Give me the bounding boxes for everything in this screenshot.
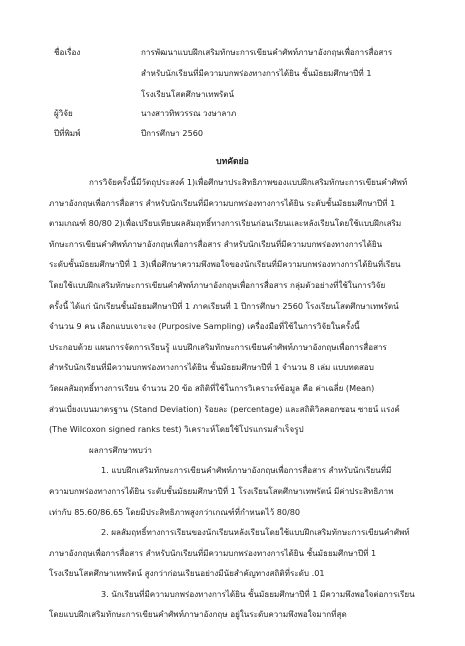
abstract-line: ประกอบด้วย แผนการจัดการเรียนรู้ แบบฝึกเสริมทักษะการเขียนคำศัพท์ภาษาอังกฤษเพื่อการสื่อสาร bbox=[49, 341, 387, 352]
subject-line: โรงเรียนโสตศึกษาเทพรัตน์ bbox=[141, 89, 235, 99]
abstract-line: ส่วนเบี่ยงเบนมาตรฐาน (Stand Deviation) ร้อยละ (percentage) และสถิติวิลคอกซอน ซายน์ แรงค์ bbox=[49, 403, 400, 414]
researcher-value: นางสาวทิพวรรณ วงษาลาภ bbox=[141, 108, 237, 118]
abstract-line: จำนวน 9 คน เลือกแบบเจาะจง (Purposive Sampling) เครื่องมือที่ใช้ในการวิจัยในครั้งนี้ bbox=[49, 321, 360, 332]
abstract-line: สำหรับนักเรียนที่มีความบกพร่องทางการได้ยิน ชั้นมัธยมศึกษาปีที่ 1 จำนวน 8 เล่ม แบบทดสอบ bbox=[49, 362, 374, 373]
abstract-line: ระดับชั้นมัธยมศึกษาปีที่ 1 3)เพื่อศึกษาความพึงพอใจของนักเรียนที่มีความบกพร่องทางการได้ยินที่เรียน bbox=[49, 259, 401, 270]
abstract-line: ภาษาอังกฤษเพื่อการสื่อสาร สำหรับนักเรียนที่มีความบกพร่องทางการได้ยิน ชั้นมัธยมศึกษาปีที่ 1 bbox=[49, 547, 377, 558]
abstract-line: (The Wilcoxon signed ranks test) วิเคราะห์โดยใช้โปรแกรมสำเร็จรูป bbox=[49, 424, 304, 435]
abstract-line: เท่ากับ 85.60/86.65 โดยมีประสิทธิภาพสูงกว่าเกณฑ์ที่กำหนดไว้ 80/80 bbox=[49, 506, 301, 517]
abstract-line: ครั้งนี้ ได้แก่ นักเรียนชั้นมัธยมศึกษาปีที่ 1 ภาคเรียนที่ 1 ปีการศึกษา 2560 โรงเรียนโสตศึกษาเทพรัตน์ bbox=[49, 300, 399, 311]
subject-value bbox=[141, 46, 441, 109]
subject-line: สำหรับนักเรียนที่มีความบกพร่องทางการได้ยิน ชั้นมัธยมศึกษาปีที่ 1 bbox=[141, 68, 372, 78]
abstract-line: โดยใช้แบบฝึกเสริมทักษะการเขียนคำศัพท์ภาษาอังกฤษเพื่อการสื่อสาร กลุ่มตัวอย่างที่ใช้ในการวิจัย bbox=[49, 279, 386, 290]
abstract-line: 3. นักเรียนที่มีความบกพร่องทางการได้ยิน ชั้นมัธยมศึกษาปีที่ 1 มีความพึงพอใจต่อการเรียน bbox=[101, 588, 415, 599]
abstract-line: 1. แบบฝึกเสริมทักษะการเขียนคำศัพท์ภาษาอังกฤษเพื่อการสื่อสาร สำหรับนักเรียนที่มี bbox=[101, 465, 392, 476]
abstract-line: 2. ผลสัมฤทธิ์ทางการเรียนของนักเรียนหลังเรียนโดยใช้แบบฝึกเสริมทักษะการเขียนคำศัพท์ bbox=[101, 527, 410, 538]
abstract-line: ความบกพร่องทางการได้ยิน ระดับชั้นมัธยมศึกษาปีที่ 1 โรงเรียนโสตศึกษาเทพรัตน์ มีค่าประสิทธิภาพ bbox=[49, 485, 394, 496]
abstract-line: ภาษาอังกฤษเพื่อการสื่อสาร สำหรับนักเรียนที่มีความบกพร่องทางการได้ยิน ระดับชั้นมัธยมศึกษาปีที่ 1 bbox=[49, 197, 396, 208]
abstract-line: วัดผลสัมฤทธิ์ทางการเรียน จำนวน 20 ข้อ สถิติที่ใช้ในการวิเคราะห์ข้อมูล คือ ค่าเฉลี่ย (Mean) bbox=[49, 382, 375, 393]
abstract-line: การวิจัยครั้งนี้มีวัตถุประสงค์ 1)เพื่อศึกษาประสิทธิภาพของแบบฝึกเสริมทักษะการเขียนคำศัพท์ bbox=[89, 177, 408, 187]
abstract-line: โดยแบบฝึกเสริมทักษะการเขียนคำศัพท์ภาษาอังกฤษ อยู่ในระดับความพึงพอใจมากที่สุด bbox=[49, 609, 347, 620]
abstract-line: โรงเรียนโสตศึกษาเทพรัตน์ สูงกว่าก่อนเรียนอย่างมีนัยสำคัญทางสถิติที่ระดับ .01 bbox=[49, 568, 325, 579]
abstract-line: ทักษะการเขียนคำศัพท์ภาษาอังกฤษเพื่อการสื่อสาร สำหรับนักเรียนที่มีความบกพร่องทางการได้ยิน bbox=[49, 238, 383, 249]
subject-line: การพัฒนาแบบฝึกเสริมทักษะการเขียนคำศัพท์ภาษาอังกฤษเพื่อการสื่อสาร bbox=[141, 47, 393, 57]
subject-label: ชื่อเรื่อง bbox=[54, 47, 81, 57]
abstract-line: ตามเกณฑ์ 80/80 2)เพื่อเปรียบเทียบผลสัมฤทธิ์ทางการเรียนก่อนเรียนและหลังเรียนโดยใช้แบบฝึกเสริม bbox=[49, 218, 402, 229]
abstract-heading: บทคัดย่อ bbox=[216, 157, 249, 167]
researcher-label: ผู้วิจัย bbox=[54, 108, 73, 118]
results-heading: ผลการศึกษาพบว่า bbox=[89, 444, 152, 455]
year-value: ปีการศึกษา 2560 bbox=[141, 128, 204, 138]
year-label: ปีที่พิมพ์ bbox=[54, 128, 81, 138]
abstract-body bbox=[49, 176, 429, 629]
